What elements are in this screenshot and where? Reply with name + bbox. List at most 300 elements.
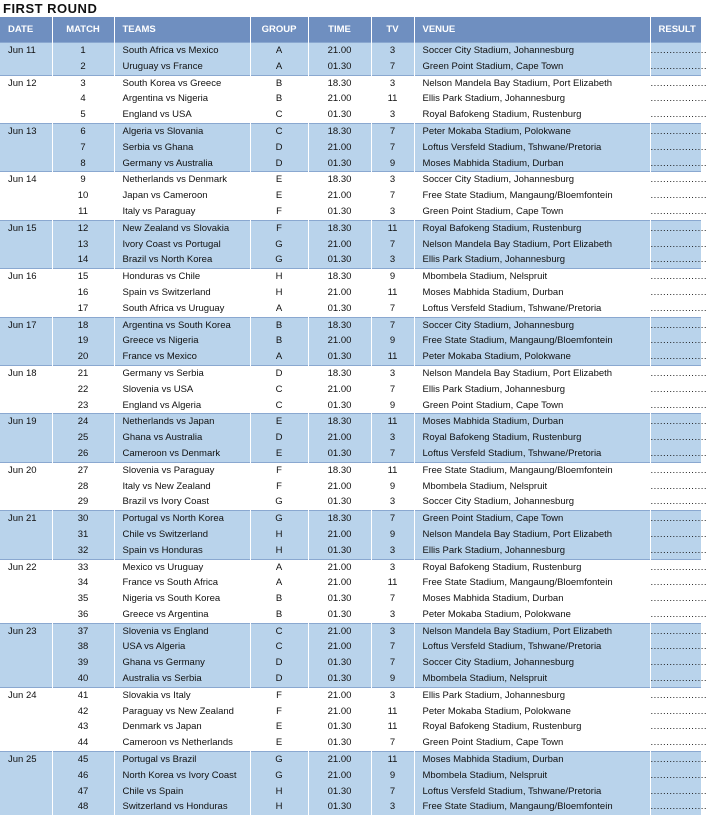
cell-group: E — [250, 446, 308, 462]
cell-group: C — [250, 123, 308, 139]
cell-tv: 7 — [371, 317, 414, 333]
cell-date: Jun 13 — [0, 123, 52, 139]
cell-teams: South Africa vs Uruguay — [114, 301, 250, 317]
cell-date — [0, 479, 52, 495]
cell-time: 01.30 — [308, 591, 371, 607]
cell-date — [0, 543, 52, 559]
cell-date: Jun 15 — [0, 220, 52, 236]
cell-group: B — [250, 75, 308, 91]
cell-venue: Soccer City Stadium, Johannesburg — [414, 172, 650, 188]
cell-group: A — [250, 43, 308, 59]
cell-result: .................. — [650, 333, 701, 349]
cell-tv: 7 — [371, 59, 414, 75]
table-row — [0, 237, 701, 253]
cell-date — [0, 430, 52, 446]
cell-tv: 11 — [371, 719, 414, 735]
table-row — [0, 799, 701, 815]
cell-teams: Ghana vs Germany — [114, 655, 250, 671]
cell-result: .................. — [650, 511, 701, 527]
cell-result: .................. — [650, 59, 701, 75]
cell-group: E — [250, 719, 308, 735]
cell-result: .................. — [650, 123, 701, 139]
cell-teams: Germany vs Australia — [114, 156, 250, 172]
table-row — [0, 398, 701, 414]
cell-result: .................. — [650, 349, 701, 365]
cell-date: Jun 16 — [0, 269, 52, 285]
cell-group: G — [250, 237, 308, 253]
cell-match: 15 — [52, 269, 114, 285]
cell-match: 30 — [52, 511, 114, 527]
cell-result: .................. — [650, 639, 701, 655]
cell-time: 21.00 — [308, 430, 371, 446]
cell-venue: Mbombela Stadium, Nelspruit — [414, 671, 650, 687]
cell-date — [0, 237, 52, 253]
cell-time: 21.00 — [308, 382, 371, 398]
cell-tv: 9 — [371, 671, 414, 687]
table-row — [0, 623, 701, 639]
cell-time: 18.30 — [308, 511, 371, 527]
cell-group: D — [250, 156, 308, 172]
table-row — [0, 172, 701, 188]
cell-group: D — [250, 430, 308, 446]
cell-venue: Loftus Versfeld Stadium, Tshwane/Pretoria — [414, 446, 650, 462]
cell-result: .................. — [650, 75, 701, 91]
cell-teams: Greece vs Nigeria — [114, 333, 250, 349]
cell-result: .................. — [650, 301, 701, 317]
cell-venue: Ellis Park Stadium, Johannesburg — [414, 91, 650, 107]
cell-venue: Soccer City Stadium, Johannesburg — [414, 43, 650, 59]
cell-result: .................. — [650, 752, 701, 768]
cell-teams: Cameroon vs Denmark — [114, 446, 250, 462]
table-row — [0, 333, 701, 349]
cell-venue: Moses Mabhida Stadium, Durban — [414, 591, 650, 607]
cell-teams: Slovakia vs Italy — [114, 687, 250, 703]
cell-venue: Mbombela Stadium, Nelspruit — [414, 479, 650, 495]
cell-teams: Greece vs Argentina — [114, 607, 250, 623]
cell-date — [0, 382, 52, 398]
cell-match: 25 — [52, 430, 114, 446]
cell-match: 46 — [52, 768, 114, 784]
table-row — [0, 462, 701, 478]
cell-group: E — [250, 735, 308, 751]
cell-match: 14 — [52, 252, 114, 268]
cell-date — [0, 301, 52, 317]
cell-date — [0, 398, 52, 414]
cell-group: D — [250, 140, 308, 156]
table-row — [0, 559, 701, 575]
cell-teams: Ivory Coast vs Portugal — [114, 237, 250, 253]
cell-tv: 7 — [371, 511, 414, 527]
cell-tv: 3 — [371, 559, 414, 575]
cell-match: 29 — [52, 494, 114, 510]
cell-teams: Cameroon vs Netherlands — [114, 735, 250, 751]
cell-tv: 7 — [371, 123, 414, 139]
cell-venue: Soccer City Stadium, Johannesburg — [414, 317, 650, 333]
cell-date: Jun 11 — [0, 43, 52, 59]
cell-tv: 3 — [371, 623, 414, 639]
cell-result: .................. — [650, 188, 701, 204]
cell-teams: Nigeria vs South Korea — [114, 591, 250, 607]
cell-date — [0, 140, 52, 156]
cell-tv: 3 — [371, 75, 414, 91]
cell-group: E — [250, 414, 308, 430]
cell-match: 32 — [52, 543, 114, 559]
cell-result: .................. — [650, 140, 701, 156]
cell-match: 20 — [52, 349, 114, 365]
cell-teams: Portugal vs Brazil — [114, 752, 250, 768]
cell-match: 37 — [52, 623, 114, 639]
cell-result: .................. — [650, 735, 701, 751]
cell-time: 18.30 — [308, 365, 371, 381]
cell-venue: Green Point Stadium, Cape Town — [414, 204, 650, 220]
cell-teams: France vs Mexico — [114, 349, 250, 365]
cell-group: A — [250, 301, 308, 317]
cell-time: 21.00 — [308, 91, 371, 107]
cell-time: 01.30 — [308, 784, 371, 800]
cell-venue: Moses Mabhida Stadium, Durban — [414, 285, 650, 301]
cell-tv: 11 — [371, 704, 414, 720]
cell-group: G — [250, 511, 308, 527]
cell-result: .................. — [650, 414, 701, 430]
cell-teams: Honduras vs Chile — [114, 269, 250, 285]
cell-group: E — [250, 172, 308, 188]
cell-match: 31 — [52, 527, 114, 543]
cell-time: 18.30 — [308, 462, 371, 478]
cell-tv: 3 — [371, 687, 414, 703]
cell-tv: 3 — [371, 204, 414, 220]
cell-venue: Nelson Mandela Bay Stadium, Port Elizabeth — [414, 365, 650, 381]
cell-time: 01.30 — [308, 655, 371, 671]
cell-tv: 11 — [371, 285, 414, 301]
table-row — [0, 655, 701, 671]
cell-time: 18.30 — [308, 75, 371, 91]
cell-group: C — [250, 623, 308, 639]
cell-venue: Green Point Stadium, Cape Town — [414, 735, 650, 751]
cell-tv: 7 — [371, 639, 414, 655]
cell-tv: 9 — [371, 527, 414, 543]
fixtures-body — [0, 43, 701, 815]
cell-tv: 7 — [371, 591, 414, 607]
cell-venue: Free State Stadium, Mangaung/Bloemfontein — [414, 462, 650, 478]
cell-match: 33 — [52, 559, 114, 575]
cell-time: 18.30 — [308, 123, 371, 139]
cell-match: 8 — [52, 156, 114, 172]
table-row — [0, 269, 701, 285]
table-row — [0, 123, 701, 139]
header-row — [0, 17, 701, 43]
cell-result: .................. — [650, 607, 701, 623]
cell-date — [0, 156, 52, 172]
cell-result: .................. — [650, 591, 701, 607]
table-row — [0, 768, 701, 784]
cell-time: 01.30 — [308, 156, 371, 172]
cell-result: .................. — [650, 527, 701, 543]
cell-date — [0, 59, 52, 75]
cell-venue: Free State Stadium, Mangaung/Bloemfontein — [414, 799, 650, 815]
cell-time: 21.00 — [308, 527, 371, 543]
cell-date — [0, 91, 52, 107]
cell-venue: Green Point Stadium, Cape Town — [414, 59, 650, 75]
cell-group: H — [250, 285, 308, 301]
table-row — [0, 591, 701, 607]
cell-result: .................. — [650, 430, 701, 446]
cell-time: 01.30 — [308, 107, 371, 123]
cell-tv: 11 — [371, 752, 414, 768]
cell-date: Jun 25 — [0, 752, 52, 768]
table-row — [0, 43, 701, 59]
cell-tv: 11 — [371, 349, 414, 365]
cell-teams: France vs South Africa — [114, 575, 250, 591]
cell-match: 10 — [52, 188, 114, 204]
cell-result: .................. — [650, 156, 701, 172]
cell-tv: 11 — [371, 575, 414, 591]
cell-date — [0, 639, 52, 655]
table-row — [0, 752, 701, 768]
cell-result: .................. — [650, 494, 701, 510]
cell-result: .................. — [650, 543, 701, 559]
table-row — [0, 446, 701, 462]
cell-group: H — [250, 543, 308, 559]
cell-match: 2 — [52, 59, 114, 75]
cell-result: .................. — [650, 784, 701, 800]
cell-date: Jun 19 — [0, 414, 52, 430]
cell-time: 21.00 — [308, 639, 371, 655]
cell-group: C — [250, 107, 308, 123]
cell-group: F — [250, 687, 308, 703]
cell-group: G — [250, 752, 308, 768]
cell-date: Jun 23 — [0, 623, 52, 639]
cell-group: E — [250, 188, 308, 204]
cell-teams: Serbia vs Ghana — [114, 140, 250, 156]
cell-result: .................. — [650, 623, 701, 639]
table-row — [0, 494, 701, 510]
cell-teams: Portugal vs North Korea — [114, 511, 250, 527]
cell-teams: North Korea vs Ivory Coast — [114, 768, 250, 784]
cell-time: 18.30 — [308, 220, 371, 236]
col-header-tv: TV — [371, 17, 414, 43]
cell-teams: Switzerland vs Honduras — [114, 799, 250, 815]
cell-venue: Nelson Mandela Bay Stadium, Port Elizabeth — [414, 623, 650, 639]
col-header-group: GROUP — [250, 17, 308, 43]
cell-venue: Royal Bafokeng Stadium, Rustenburg — [414, 719, 650, 735]
cell-group: A — [250, 559, 308, 575]
cell-venue: Green Point Stadium, Cape Town — [414, 398, 650, 414]
cell-tv: 3 — [371, 607, 414, 623]
cell-teams: Netherlands vs Japan — [114, 414, 250, 430]
table-row — [0, 414, 701, 430]
table-row — [0, 349, 701, 365]
cell-result: .................. — [650, 687, 701, 703]
cell-venue: Nelson Mandela Bay Stadium, Port Elizabeth — [414, 75, 650, 91]
cell-tv: 3 — [371, 543, 414, 559]
cell-time: 21.00 — [308, 704, 371, 720]
cell-venue: Loftus Versfeld Stadium, Tshwane/Pretoria — [414, 639, 650, 655]
cell-group: A — [250, 349, 308, 365]
cell-date — [0, 285, 52, 301]
table-row — [0, 784, 701, 800]
cell-match: 36 — [52, 607, 114, 623]
cell-teams: England vs USA — [114, 107, 250, 123]
cell-teams: Chile vs Switzerland — [114, 527, 250, 543]
cell-match: 23 — [52, 398, 114, 414]
table-row — [0, 107, 701, 123]
cell-group: H — [250, 527, 308, 543]
cell-time: 01.30 — [308, 494, 371, 510]
cell-match: 24 — [52, 414, 114, 430]
cell-time: 21.00 — [308, 43, 371, 59]
cell-time: 01.30 — [308, 204, 371, 220]
cell-teams: Australia vs Serbia — [114, 671, 250, 687]
cell-group: B — [250, 591, 308, 607]
cell-tv: 3 — [371, 494, 414, 510]
cell-venue: Peter Mokaba Stadium, Polokwane — [414, 349, 650, 365]
cell-date: Jun 12 — [0, 75, 52, 91]
cell-match: 22 — [52, 382, 114, 398]
cell-match: 5 — [52, 107, 114, 123]
cell-group: C — [250, 382, 308, 398]
table-row — [0, 382, 701, 398]
cell-venue: Free State Stadium, Mangaung/Bloemfontein — [414, 333, 650, 349]
cell-match: 42 — [52, 704, 114, 720]
cell-date — [0, 719, 52, 735]
cell-date — [0, 591, 52, 607]
cell-time: 01.30 — [308, 607, 371, 623]
table-row — [0, 607, 701, 623]
cell-match: 43 — [52, 719, 114, 735]
cell-match: 9 — [52, 172, 114, 188]
table-row — [0, 285, 701, 301]
cell-time: 18.30 — [308, 414, 371, 430]
cell-tv: 9 — [371, 479, 414, 495]
cell-teams: Algeria vs Slovania — [114, 123, 250, 139]
cell-match: 12 — [52, 220, 114, 236]
cell-group: B — [250, 607, 308, 623]
cell-venue: Loftus Versfeld Stadium, Tshwane/Pretoria — [414, 140, 650, 156]
cell-teams: Ghana vs Australia — [114, 430, 250, 446]
cell-date — [0, 768, 52, 784]
col-header-match: MATCH — [52, 17, 114, 43]
cell-teams: New Zealand vs Slovakia — [114, 220, 250, 236]
cell-tv: 7 — [371, 655, 414, 671]
table-row — [0, 301, 701, 317]
cell-venue: Royal Bafokeng Stadium, Rustenburg — [414, 220, 650, 236]
cell-group: C — [250, 639, 308, 655]
table-row — [0, 220, 701, 236]
col-header-teams: TEAMS — [114, 17, 250, 43]
cell-date — [0, 671, 52, 687]
cell-date — [0, 446, 52, 462]
cell-group: A — [250, 575, 308, 591]
cell-group: G — [250, 768, 308, 784]
cell-teams: Paraguay vs New Zealand — [114, 704, 250, 720]
cell-time: 21.00 — [308, 768, 371, 784]
cell-match: 41 — [52, 687, 114, 703]
col-header-result: RESULT — [650, 17, 701, 43]
cell-group: G — [250, 252, 308, 268]
cell-result: .................. — [650, 768, 701, 784]
cell-venue: Moses Mabhida Stadium, Durban — [414, 414, 650, 430]
cell-time: 01.30 — [308, 799, 371, 815]
cell-venue: Loftus Versfeld Stadium, Tshwane/Pretoria — [414, 784, 650, 800]
cell-date: Jun 24 — [0, 687, 52, 703]
cell-teams: Mexico vs Uruguay — [114, 559, 250, 575]
cell-match: 28 — [52, 479, 114, 495]
cell-tv: 7 — [371, 237, 414, 253]
cell-group: F — [250, 479, 308, 495]
cell-tv: 7 — [371, 140, 414, 156]
cell-group: F — [250, 704, 308, 720]
cell-result: .................. — [650, 43, 701, 59]
table-row — [0, 430, 701, 446]
cell-venue: Royal Bafokeng Stadium, Rustenburg — [414, 430, 650, 446]
cell-group: F — [250, 204, 308, 220]
cell-time: 01.30 — [308, 735, 371, 751]
col-header-venue: VENUE — [414, 17, 650, 43]
cell-tv: 9 — [371, 768, 414, 784]
cell-tv: 7 — [371, 446, 414, 462]
cell-venue: Green Point Stadium, Cape Town — [414, 511, 650, 527]
cell-group: A — [250, 59, 308, 75]
cell-group: H — [250, 269, 308, 285]
cell-date: Jun 21 — [0, 511, 52, 527]
table-row — [0, 687, 701, 703]
cell-time: 21.00 — [308, 285, 371, 301]
cell-teams: South Africa vs Mexico — [114, 43, 250, 59]
table-row — [0, 671, 701, 687]
cell-teams: Italy vs New Zealand — [114, 479, 250, 495]
cell-date — [0, 704, 52, 720]
cell-tv: 3 — [371, 107, 414, 123]
cell-teams: Japan vs Cameroon — [114, 188, 250, 204]
cell-result: .................. — [650, 704, 701, 720]
cell-group: D — [250, 671, 308, 687]
cell-date — [0, 799, 52, 815]
cell-time: 21.00 — [308, 237, 371, 253]
table-row — [0, 704, 701, 720]
cell-time: 21.00 — [308, 623, 371, 639]
table-row — [0, 527, 701, 543]
cell-tv: 3 — [371, 799, 414, 815]
cell-date — [0, 494, 52, 510]
cell-teams: Brazil vs North Korea — [114, 252, 250, 268]
cell-teams: South Korea vs Greece — [114, 75, 250, 91]
cell-result: .................. — [650, 317, 701, 333]
cell-result: .................. — [650, 719, 701, 735]
cell-group: H — [250, 784, 308, 800]
cell-group: F — [250, 462, 308, 478]
cell-group: G — [250, 494, 308, 510]
cell-match: 39 — [52, 655, 114, 671]
cell-tv: 11 — [371, 462, 414, 478]
cell-match: 18 — [52, 317, 114, 333]
cell-result: .................. — [650, 237, 701, 253]
table-row — [0, 91, 701, 107]
cell-date — [0, 188, 52, 204]
cell-venue: Nelson Mandela Bay Stadium, Port Elizabeth — [414, 237, 650, 253]
cell-teams: Germany vs Serbia — [114, 365, 250, 381]
cell-time: 01.30 — [308, 671, 371, 687]
cell-result: .................. — [650, 655, 701, 671]
cell-match: 35 — [52, 591, 114, 607]
cell-teams: Italy vs Paraguay — [114, 204, 250, 220]
cell-tv: 7 — [371, 735, 414, 751]
cell-match: 13 — [52, 237, 114, 253]
cell-match: 11 — [52, 204, 114, 220]
cell-match: 44 — [52, 735, 114, 751]
cell-group: D — [250, 655, 308, 671]
cell-teams: Spain vs Honduras — [114, 543, 250, 559]
table-row — [0, 719, 701, 735]
